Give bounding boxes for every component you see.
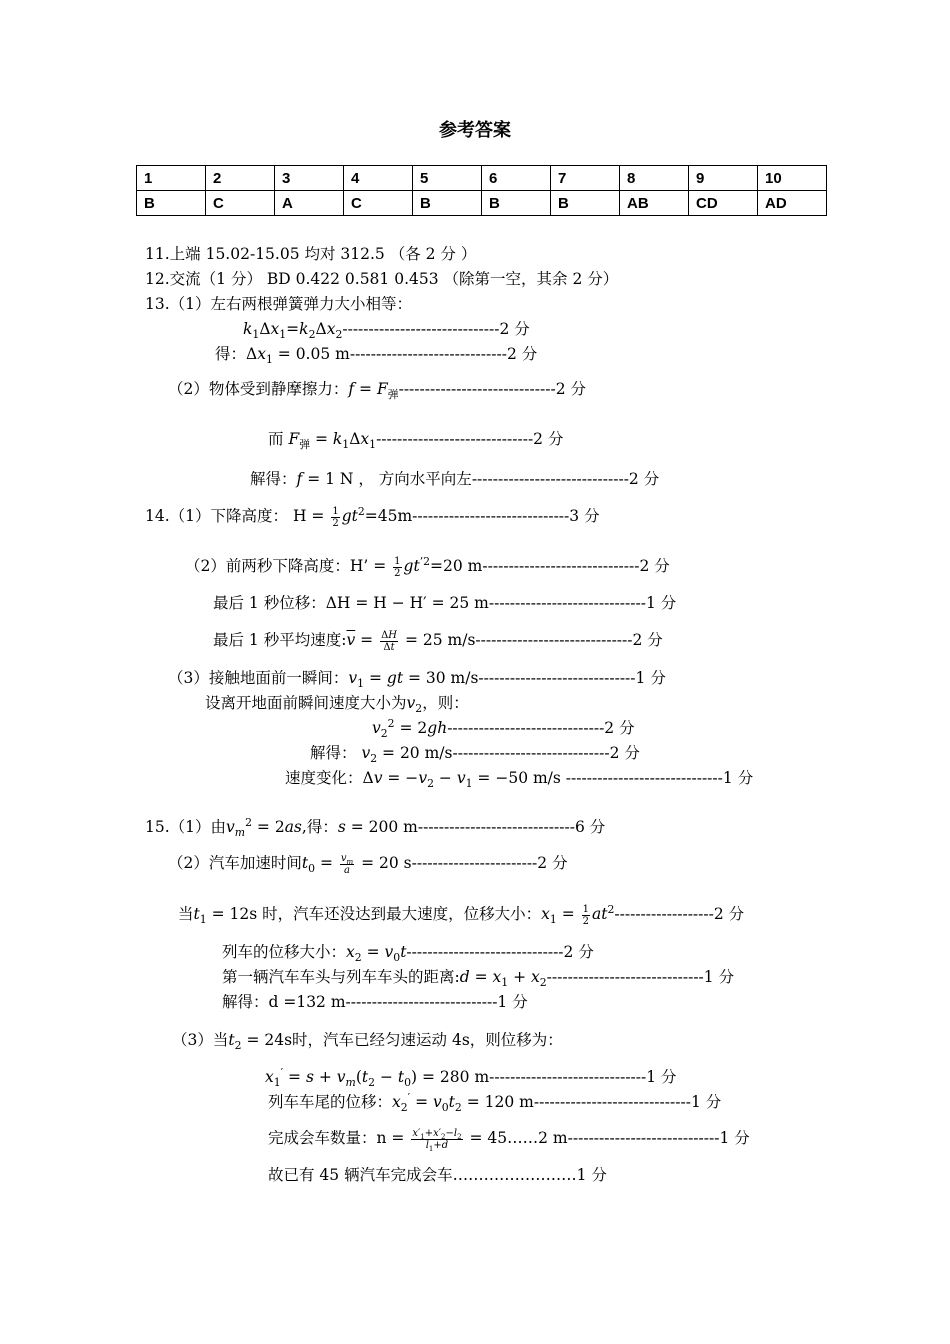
answer-cell: B <box>551 191 620 216</box>
fraction-half: $\frac{1}{2}$ <box>394 555 401 579</box>
answer-line-14-3b: 设离开地面前瞬间速度大小为$v_2$，则： <box>205 694 469 716</box>
answer-line-15-2c: 列车的位移大小：$x_2 = v_0t------------------------------2$ 分 <box>222 943 594 965</box>
answer-line-13-2: （2）物体受到静摩擦力：$f = F_弹------------------------------2$ 分 <box>168 380 586 402</box>
fraction-meeting-count: $\frac{x'_1+x'_2-l_2}{l_1+d}$ <box>412 1127 462 1153</box>
answer-cell: AD <box>758 191 827 216</box>
answer-line-15-2: （2）汽车加速时间$t_0$ = $\frac{v_m}{a}$ = 20 s------------------------2 分 <box>168 852 568 876</box>
answer-cell: B <box>413 191 482 216</box>
answer-table-number-row <box>137 166 827 191</box>
answer-line-15-3: （3）当$t_2 = 24s$时，汽车已经匀速运动 4s，则位移为： <box>172 1031 563 1053</box>
question-number: 10 <box>758 166 827 191</box>
answer-line-11: 11.上端 15.02-15.05 均对 312.5 （各 2 分 ） <box>145 245 477 263</box>
answer-line-14-3d: 解得： $v_2 = 20$ m/s------------------------------2 分 <box>310 744 640 766</box>
answer-line-15-2e: 解得：d =132 m-----------------------------1 分 <box>222 993 528 1011</box>
answer-line-13-1a: $k_1\Delta x_1=k_2\Delta x_2------------------------------2$ 分 <box>243 320 530 342</box>
answer-line-13-2c: 解得：f = 1 N ， 方向水平向左------------------------------2 分 <box>250 470 660 488</box>
fraction-dh-dt: $\frac{\Delta H}{\Delta t}$ <box>381 629 398 653</box>
question-number: 9 <box>689 166 758 191</box>
question-number: 4 <box>344 166 413 191</box>
question-number: 5 <box>413 166 482 191</box>
question-number: 6 <box>482 166 551 191</box>
answer-line-14-2c: 最后 1 秒平均速度$:\overline{v}$ = $\frac{\Delta H}{\Delta t}$ = 25 m/s------------------------------2 分 <box>213 629 663 653</box>
question-number: 7 <box>551 166 620 191</box>
answer-line-13-1b: 得：$\Delta x_1 = 0.05$ m------------------------------2 分 <box>215 345 538 367</box>
answer-cell: B <box>482 191 551 216</box>
answer-line-15-2b: 当$t_1 = 12s$ 时，汽车还没达到最大速度，位移大小：$x_1$ = $\frac{1}{2}$ $at^2-------------------2$ 分 <box>178 902 745 927</box>
answer-cell: A <box>275 191 344 216</box>
answer-line-14-3: （3）接触地面前一瞬间：$v_1$ = gt = 30 m/s------------------------------1 分 <box>168 669 666 691</box>
answer-line-15-2d: 第一辆汽车车头与列车车头的距离:d = $x_1 + x_2------------------------------1$ 分 <box>222 968 735 990</box>
fraction-half: $\frac{1}{2}$ <box>332 505 339 529</box>
question-number: 1 <box>137 166 206 191</box>
answer-line-12: 12.交流（1 分） BD 0.422 0.581 0.453 （除第一空，其余 2 分） <box>145 270 619 288</box>
answer-line-15-1: 15.（1）由$v_m^2 = 2as$,得：s = 200 m------------------------------6 分 <box>145 815 606 840</box>
answer-line-14-2b: 最后 1 秒位移：ΔH = H − H′ = 25 m------------------------------1 分 <box>213 594 677 612</box>
answer-line-15-3d: 故已有 45 辆汽车完成会车……………………1 分 <box>268 1166 607 1184</box>
score-dashes: ------------------------------2 分 <box>342 320 530 338</box>
answer-line-15-3b: 列车车尾的位移：$x_2' = v_0t_2 = 120$ m------------------------------1 分 <box>268 1090 722 1115</box>
question-number: 8 <box>620 166 689 191</box>
fraction-half: $\frac{1}{2}$ <box>582 903 589 927</box>
answer-line-13-2b: 而 $F_弹 = k_1\Delta x_1------------------------------2$ 分 <box>268 430 564 452</box>
answer-line-14-3e: 速度变化：$\Delta v = -v_2 - v_1 = -50$ m/s ------------------------------1 分 <box>285 769 754 791</box>
answer-line-15-3a: $x_1' = s + v_m(t_2 - t_0) = 280$ m------------------------------1 分 <box>265 1065 677 1090</box>
answer-cell: AB <box>620 191 689 216</box>
answer-line-15-3c: 完成会车数量：n = $\frac{x'_1+x'_2-l_2}{l_1+d}$ = 45……2 m-----------------------------1 分 <box>268 1127 750 1153</box>
answer-cell: B <box>137 191 206 216</box>
question-number: 2 <box>206 166 275 191</box>
answer-line-13-1: 13.（1）左右两根弹簧弹力大小相等： <box>145 295 413 313</box>
answer-table <box>136 165 827 216</box>
answer-cell: C <box>344 191 413 216</box>
fraction-vm-a: $\frac{v_m}{a}$ <box>340 852 354 876</box>
answer-cell: CD <box>689 191 758 216</box>
answer-cell: C <box>206 191 275 216</box>
question-number: 3 <box>275 166 344 191</box>
answer-table-answer-row <box>137 191 827 216</box>
answer-line-14-3c: $v_2^2 = 2gh------------------------------2$ 分 <box>372 716 635 741</box>
answer-line-14-1: 14.（1）下降高度： H = $\frac{1}{2}$ $gt^2=45m------------------------------3$ 分 <box>145 504 600 529</box>
page-title: 参考答案 <box>439 120 511 141</box>
answer-line-14-2: （2）前两秒下降高度：H’ = $\frac{1}{2}$ $gt^{’2}=20$ m------------------------------2 分 <box>185 554 670 579</box>
